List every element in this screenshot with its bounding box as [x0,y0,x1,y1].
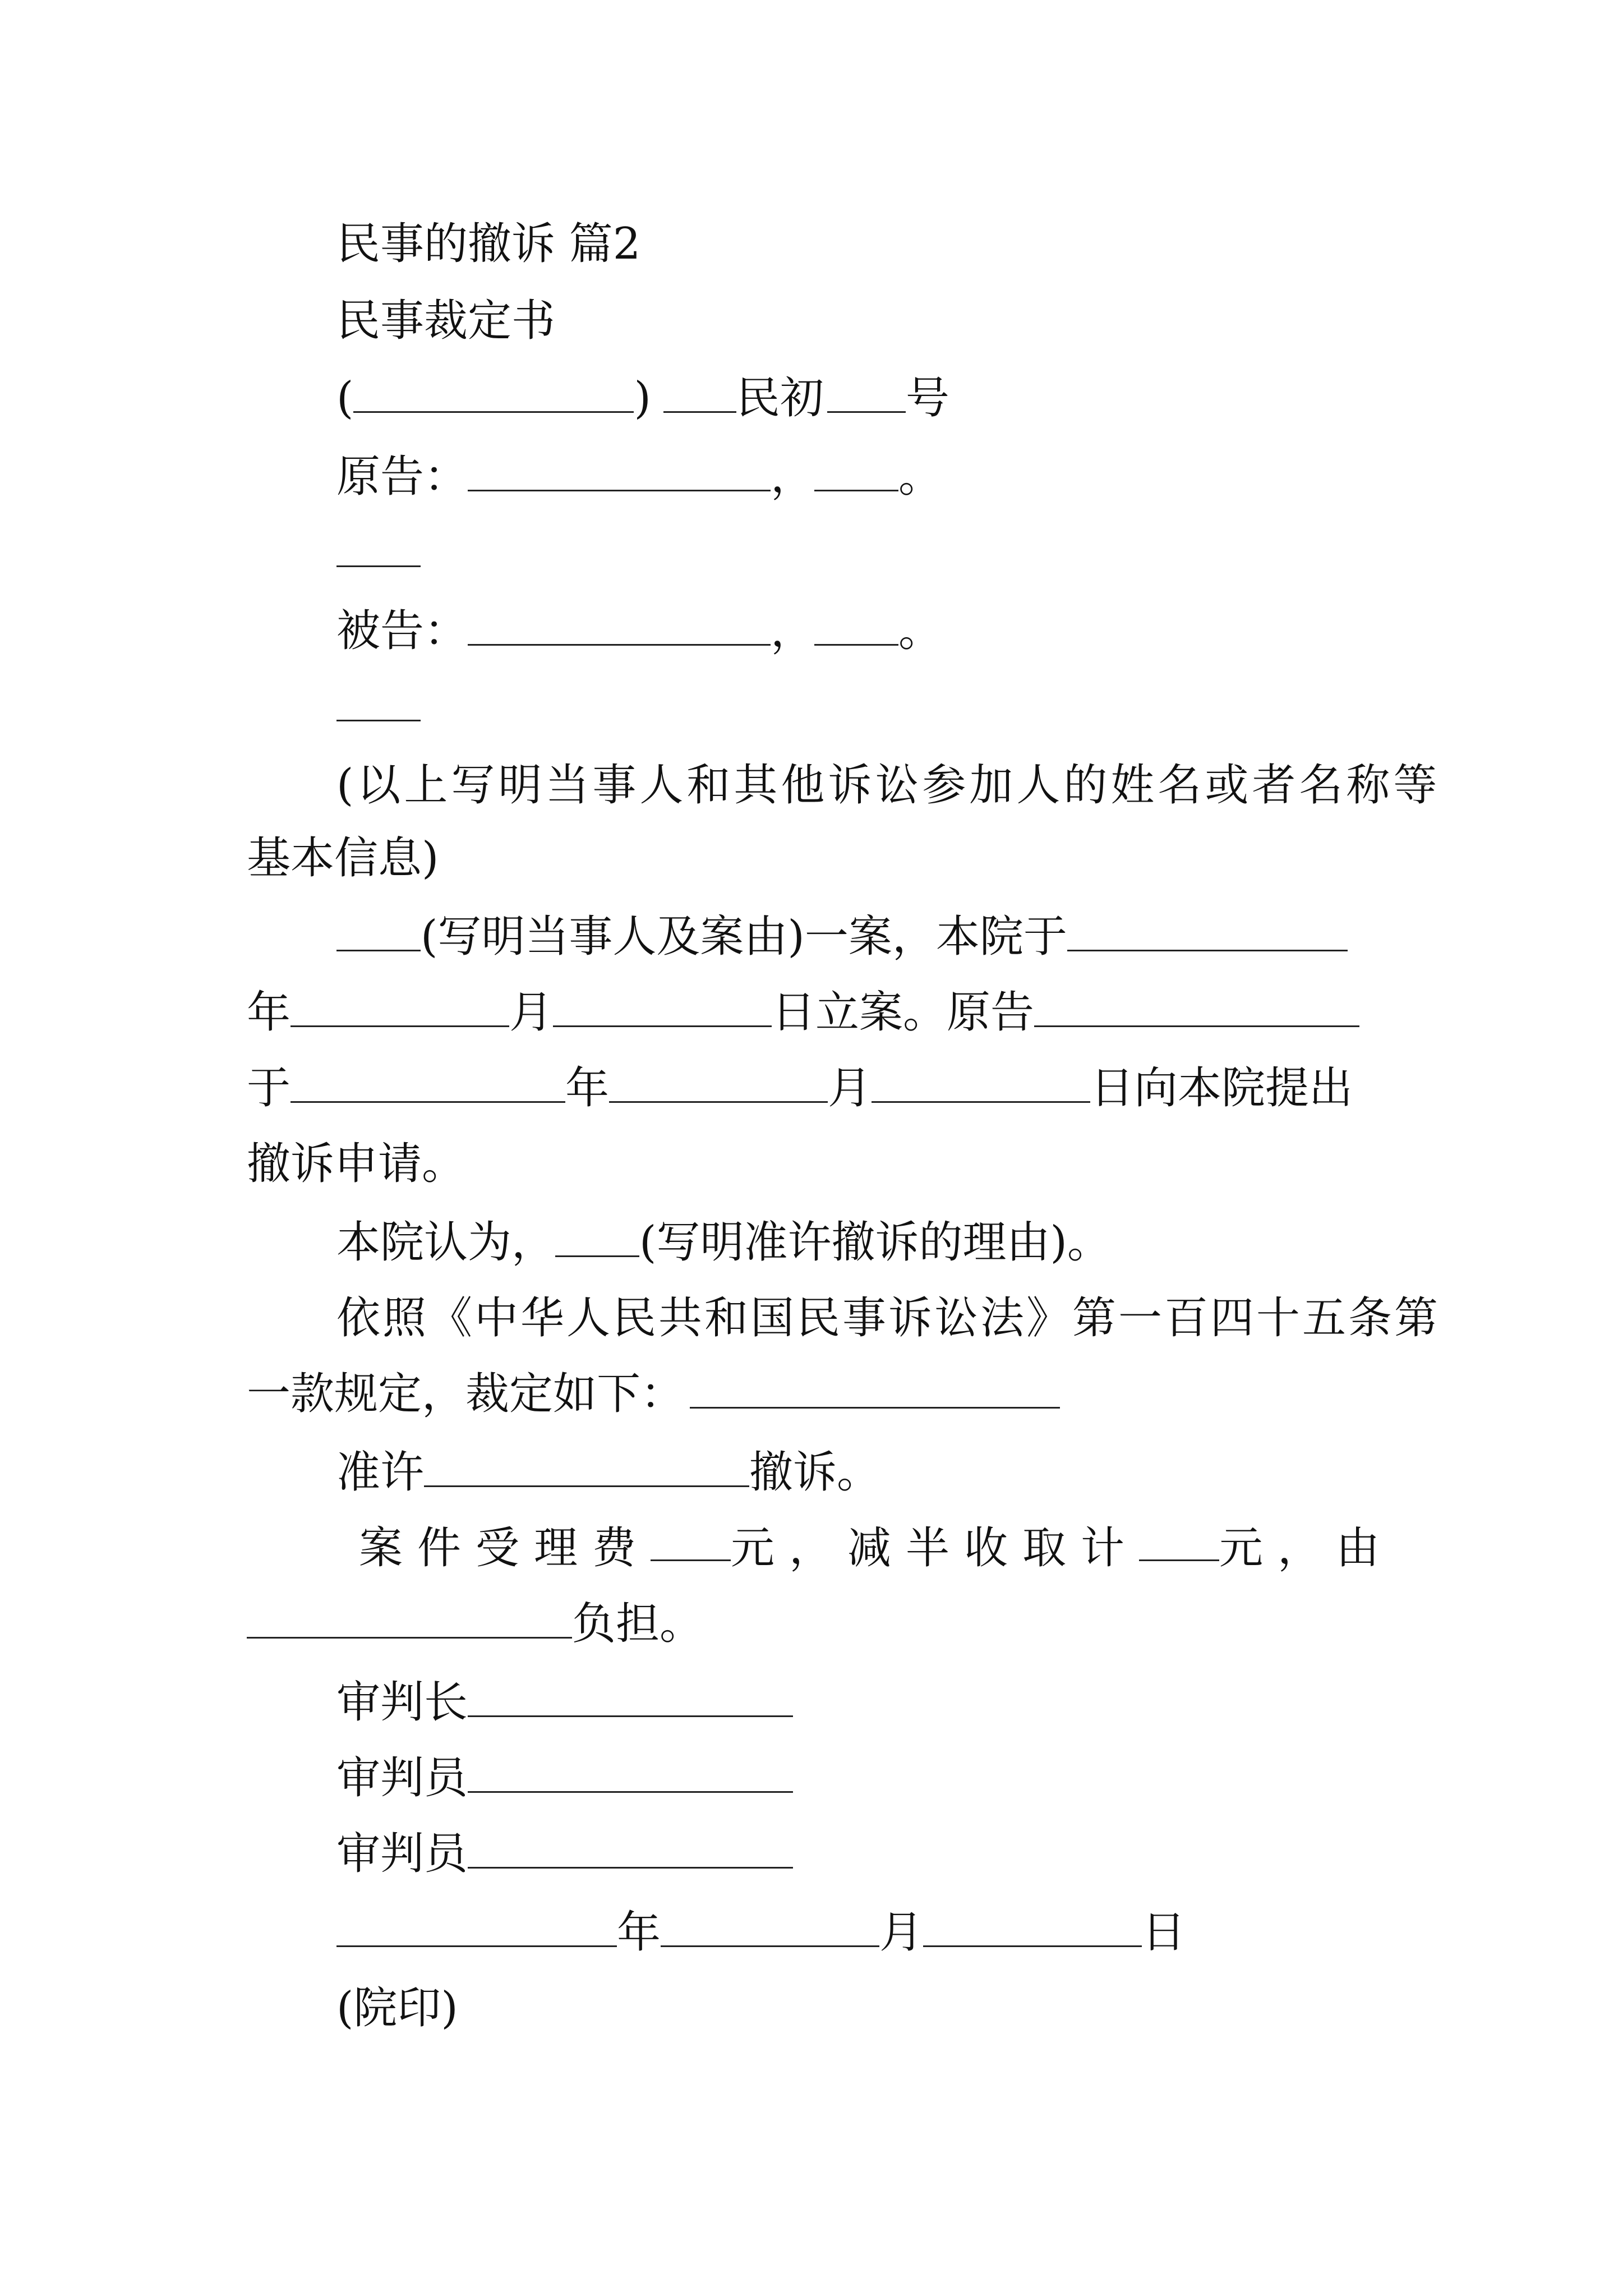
withdraw-day-blank [872,1062,1090,1103]
case-number-line: ( ) 民初 号 [336,373,949,424]
filing-month-blank [291,986,509,1027]
defendant-info-blank [814,605,898,646]
law-line-1: 依照《中华人民共和国民事诉讼法》第一百四十五条第 [336,1293,1441,1343]
fee-line: 案件受理费 元， 减半收取计 元， 由 [359,1520,1380,1576]
case-para-line-1: (写明当事人及案由)一案，本院于 [336,909,1348,965]
chief-judge-line: 审判长 [336,1674,793,1731]
parties-blank [336,910,421,951]
judge-line-2: 审判员 [336,1826,793,1882]
note-line-1: (以上写明当事人和其他诉讼参加人的姓名或者名称等 [336,760,1441,811]
case-para-line-4: 撤诉申请。 [247,1139,466,1189]
fee-burden-line: 负担。 [247,1596,703,1652]
plaintiff-extra-line [336,524,421,581]
plaintiff-line: 原告： ， 。 [336,452,943,502]
fee-amount-blank [651,1520,731,1561]
document-title: 民事裁定书 [336,296,556,346]
ruling-month-blank [661,1906,879,1947]
case-para-line-3: 于 年 月 日向本院提出 [247,1063,1353,1114]
reason-blank [555,1216,639,1257]
ruling-date-line: 年 月 日 [336,1904,1186,1961]
filing-year-blank [1067,910,1348,951]
plaintiff-name-blank-2 [1034,986,1359,1027]
plaintiff-info-blank [814,450,898,491]
permitted-party-blank [424,1446,749,1487]
burden-party-blank [247,1598,572,1639]
judge-line-1: 审判员 [336,1750,793,1806]
number-blank [827,372,906,413]
judge-blank-2 [468,1828,793,1869]
permit-line: 准许 撤诉。 [336,1447,881,1498]
half-fee-blank [1139,1520,1219,1561]
ruling-year-blank [336,1906,617,1947]
withdraw-month-blank [609,1062,828,1103]
chief-judge-blank [468,1676,793,1717]
reason-line: 本院认为， (写明准许撤诉的理由)。 [336,1217,1111,1268]
withdraw-year-blank [291,1062,565,1103]
document-heading: 民事的撤诉 篇2 [336,219,641,269]
court-seal-line: (院印) [336,1983,458,2033]
ruling-blank [690,1368,1060,1409]
ruling-day-blank [923,1906,1142,1947]
defendant-extra-blank [336,680,421,721]
defendant-line: 被告： ， 。 [336,606,943,656]
defendant-extra-line [336,679,421,735]
note-line-2: 基本信息) [247,833,439,884]
plaintiff-extra-blank [336,526,421,567]
case-para-line-2: 年 月 日立案。原告 [247,984,1359,1041]
filing-day-blank [553,986,772,1027]
defendant-name-blank [468,605,771,646]
plaintiff-name-blank [468,450,771,491]
year-blank [663,372,736,413]
law-line-2: 一款规定，裁定如下： [247,1366,1060,1422]
judge-blank-1 [468,1752,793,1793]
court-blank [353,372,634,413]
